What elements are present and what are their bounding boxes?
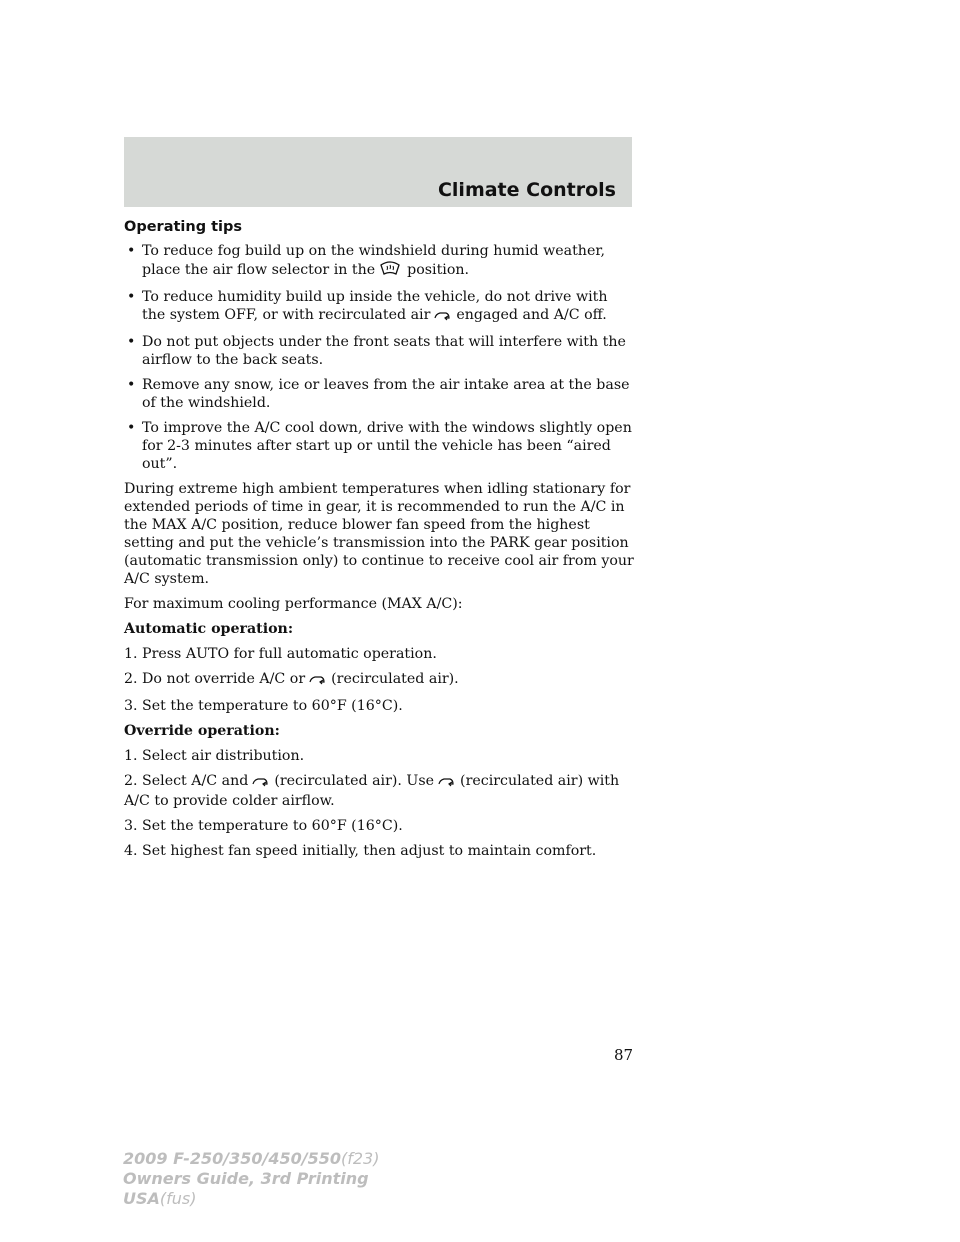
override-step-3: 3. Set the temperature to 60°F (16°C). xyxy=(124,818,403,834)
max-ac-paragraph: For maximum cooling performance (MAX A/C): xyxy=(124,596,463,612)
list-item: • To reduce humidity build up inside the vehicle, do not drive with the system OFF, or with recirculated air engaged and A/C off. xyxy=(124,288,634,326)
list-item: • To reduce fog build up on the windshield during humid weather, place the air flow selector in the position. xyxy=(124,242,634,281)
list-item: • Do not put objects under the front seats that will interfere with the airflow to the back seats. xyxy=(127,334,626,368)
footer-market-line: USA(fus) xyxy=(123,1189,197,1208)
recirculated-air-icon xyxy=(438,774,454,792)
tips-list xyxy=(124,242,634,473)
bullet: • xyxy=(127,243,136,259)
bullet: • xyxy=(127,377,136,393)
auto-step-2: 2. Do not override A/C or (recirculated air). xyxy=(124,670,634,690)
recirculated-air-icon xyxy=(434,308,450,326)
list-item: • To improve the A/C cool down, drive with the windows slightly open for 2-3 minutes after start up or until the vehicle has been “aired out”. xyxy=(127,420,632,472)
bullet: • xyxy=(127,420,136,436)
override-operation-heading: Override operation: xyxy=(124,723,280,739)
section-title: Climate Controls xyxy=(437,179,616,201)
extreme-temperature-paragraph: During extreme high ambient temperatures when idling stationary for extended periods of time in gear, it is recommended to run the A/C in the MAX A/C position, reduce blower fan speed from the highest setting and put the vehicle’s transmission into the PARK gear position (automatic transmission only) to continue to receive cool air from your A/C system. xyxy=(124,481,634,587)
section-header-box xyxy=(124,137,632,207)
footer-model-line: 2009 F-250/350/450/550(f23) xyxy=(123,1149,380,1168)
recirculated-air-icon xyxy=(309,672,325,690)
automatic-operation-heading: Automatic operation: xyxy=(124,621,294,637)
list-item: • Remove any snow, ice or leaves from the air intake area at the base of the windshield. xyxy=(127,377,630,411)
footer xyxy=(123,1149,379,1209)
bullet: • xyxy=(127,334,136,350)
recirculated-air-icon xyxy=(252,774,268,792)
operating-tips-heading: Operating tips xyxy=(124,219,243,235)
footer-guide-line: Owners Guide, 3rd Printing xyxy=(123,1169,369,1188)
windshield-defrost-icon xyxy=(379,260,401,281)
override-step-4: 4. Set highest fan speed initially, then adjust to maintain comfort. xyxy=(124,843,597,859)
override-step-2: 2. Select A/C and (recirculated air). Use (recirculated air) with A/C to provide colder airflow. xyxy=(124,773,620,809)
auto-step-1: 1. Press AUTO for full automatic operation. xyxy=(124,646,437,662)
bullet: • xyxy=(127,289,136,305)
auto-step-3: 3. Set the temperature to 60°F (16°C). xyxy=(124,698,403,714)
page-number: 87 xyxy=(614,1046,634,1064)
override-step-1: 1. Select air distribution. xyxy=(124,748,305,764)
page-content xyxy=(124,218,634,867)
